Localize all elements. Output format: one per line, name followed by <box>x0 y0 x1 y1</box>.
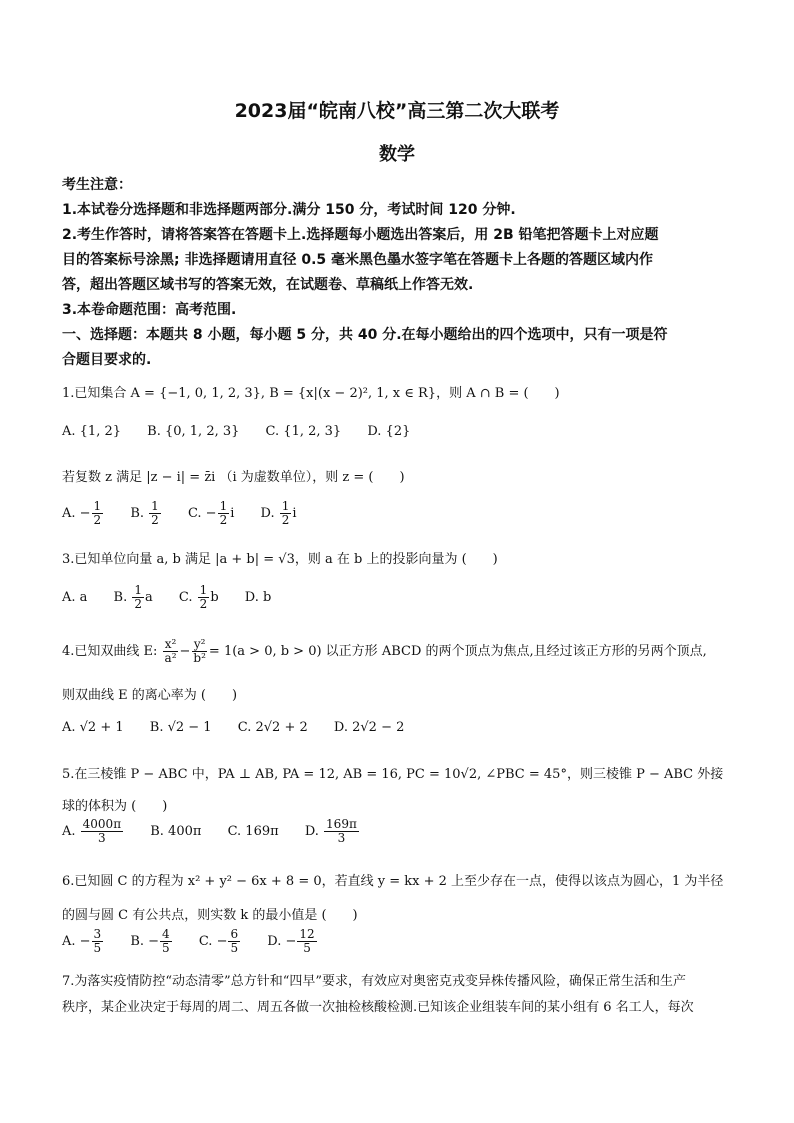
denominator: 2 <box>151 513 159 527</box>
denominator: 2 <box>134 597 143 611</box>
question-4-options <box>62 720 426 735</box>
note-2-line-2: 目的答案标号涂黑; 非选择题请用直径 0.5 毫米黑色墨水签字笔在答题卡上各题的答题区域内作 <box>62 252 654 268</box>
question-7-stem-line-1: 7.为落实疫情防控“动态清零”总方针和“四早”要求，有效应对奥密克戎变异株传播风险，确保正常生活和生产 <box>62 974 686 989</box>
question-6-option-c <box>199 928 241 955</box>
question-4-option-a: A. √2 + 1 <box>62 720 124 735</box>
denominator: 2 <box>219 513 228 527</box>
numerator: 1 <box>93 499 102 513</box>
question-4-stem-line-2: 则双曲线 E 的离心率为 ( ) <box>62 688 238 703</box>
denominator: 5 <box>162 941 170 955</box>
fraction <box>324 818 359 845</box>
question-2-option-c <box>188 500 234 527</box>
fraction <box>280 500 292 527</box>
question-5-option-b: B. 400π <box>150 824 202 839</box>
question-3-option-d: D. b <box>244 590 272 605</box>
question-1-options <box>62 424 432 439</box>
question-4-stem-line-1 <box>62 638 738 665</box>
question-5-option-a <box>62 818 124 845</box>
denominator: 2 <box>281 513 290 527</box>
fraction <box>92 928 104 955</box>
fraction <box>132 584 144 611</box>
denominator: 2 <box>199 597 208 611</box>
section-1-instructions-line-1: 一、选择题：本题共 8 小题，每小题 5 分，共 40 分.在每小题给出的四个选项中，只有一项是符 <box>62 327 668 343</box>
question-6-options <box>62 928 340 955</box>
exam-title: 2023届“皖南八校”高三第二次大联考 <box>234 100 560 122</box>
question-4-option-d: D. 2√2 − 2 <box>333 720 405 735</box>
denominator: b² <box>193 651 206 665</box>
numerator: 1 <box>281 499 290 513</box>
note-3: 3.本卷命题范围：高考范围. <box>62 302 237 318</box>
fraction <box>160 928 172 955</box>
question-5-stem-line-2: 球的体积为 ( ) <box>62 799 168 814</box>
question-5-option-c: C. 169π <box>227 824 279 839</box>
numerator: 6 <box>230 927 239 941</box>
question-6-option-d <box>267 928 317 955</box>
option-suffix: i <box>292 506 297 521</box>
fraction <box>81 818 123 845</box>
note-2-line-1: 2.考生作答时，请将答案答在答题卡上.选择题每小题选出答案后，用 2B 铅笔把答题卡上对应题 <box>62 227 659 243</box>
question-2-option-a <box>62 500 104 527</box>
question-3-option-a: A. a <box>62 590 88 605</box>
option-prefix: B. <box>130 506 149 521</box>
numerator: 4 <box>162 927 170 941</box>
numerator: 3 <box>93 927 102 941</box>
option-prefix: D. <box>260 506 279 521</box>
minus-sign: − <box>179 644 191 659</box>
question-7-stem-line-2: 秩序，某企业决定于每周的周二、周五各做一次抽检核酸检测.已知该企业组装车间的某小组有 6 名工人，每次 <box>62 1000 694 1015</box>
question-4-option-b: B. √2 − 1 <box>149 720 212 735</box>
stem-prefix: 4.已知双曲线 E: <box>62 644 162 659</box>
option-prefix: D. − <box>267 934 297 949</box>
question-1-option-b: B. {0, 1, 2, 3} <box>147 424 240 439</box>
question-6-option-a <box>62 928 104 955</box>
question-5-options <box>62 818 382 845</box>
numerator: 1 <box>151 499 159 513</box>
option-suffix: i <box>230 506 235 521</box>
numerator: 4000π <box>82 817 122 831</box>
question-1-option-c: C. {1, 2, 3} <box>265 424 342 439</box>
numerator: 1 <box>199 583 208 597</box>
denominator: 2 <box>93 513 102 527</box>
stem-suffix: = 1(a > 0, b > 0) 以正方形 ABCD 的两个顶点为焦点,且经过该正方形的另两个顶点, <box>208 644 707 659</box>
denominator: 5 <box>303 941 311 955</box>
question-1-stem: 1.已知集合 A = {−1, 0, 1, 2, 3}, B = {x|(x − 2)², 1, x ∈ R}，则 A ∩ B = ( ) <box>62 386 560 401</box>
section-1-instructions-line-2: 合题目要求的. <box>62 352 152 368</box>
question-2-options <box>62 500 319 527</box>
fraction <box>297 928 316 955</box>
fraction <box>218 500 230 527</box>
option-prefix: B. <box>113 590 132 605</box>
numerator: x² <box>164 637 177 651</box>
fraction <box>163 638 179 665</box>
question-4-option-c: C. 2√2 + 2 <box>237 720 308 735</box>
question-3-option-c <box>179 584 219 611</box>
denominator: 5 <box>230 941 239 955</box>
option-suffix: a <box>145 590 153 605</box>
question-6-option-b <box>130 928 172 955</box>
denominator: 3 <box>98 831 106 845</box>
option-suffix: b <box>210 590 219 605</box>
option-prefix: D. <box>304 824 324 839</box>
question-5-option-d <box>305 818 360 845</box>
fraction <box>191 638 208 665</box>
question-5-stem-line-1: 5.在三棱锥 P − ABC 中，PA ⊥ AB, PA = 12, AB = 16, PC = 10√2, ∠PBC = 45°，则三棱锥 P − ABC 外接 <box>62 767 724 782</box>
question-2-option-b <box>130 500 161 527</box>
numerator: 1 <box>134 583 143 597</box>
denominator: 3 <box>337 831 346 845</box>
question-6-stem-line-1: 6.已知圆 C 的方程为 x² + y² − 6x + 8 = 0，若直线 y = kx + 2 上至少存在一点，使得以该点为圆心，1 为半径 <box>62 874 724 889</box>
numerator: 12 <box>299 927 315 941</box>
denominator: a² <box>164 651 177 665</box>
question-1-option-a: A. {1, 2} <box>62 424 122 439</box>
option-prefix: C. − <box>198 934 228 949</box>
fraction <box>149 500 161 527</box>
option-prefix: C. <box>178 590 197 605</box>
note-1: 1.本试卷分选择题和非选择题两部分.满分 150 分，考试时间 120 分钟. <box>62 202 516 218</box>
option-prefix: B. − <box>130 934 160 949</box>
question-3-stem: 3.已知单位向量 a, b 满足 |a + b| = √3，则 a 在 b 上的投影向量为 ( ) <box>62 552 498 567</box>
fraction <box>198 584 210 611</box>
option-prefix: A. − <box>62 506 91 521</box>
question-3-options <box>62 584 293 611</box>
question-3-option-b <box>114 584 153 611</box>
option-prefix: A. − <box>62 934 91 949</box>
fraction <box>228 928 240 955</box>
question-2-option-d <box>261 500 297 527</box>
question-6-stem-line-2: 的圆与圆 C 有公共点，则实数 k 的最小值是 ( ) <box>62 908 358 923</box>
notes-heading: 考生注意： <box>62 177 132 193</box>
question-1-option-d: D. {2} <box>367 424 411 439</box>
option-prefix: A. <box>62 824 80 839</box>
numerator: y² <box>193 637 206 651</box>
note-2-line-3: 答，超出答题区域书写的答案无效，在试题卷、草稿纸上作答无效. <box>62 277 474 293</box>
fraction <box>92 500 104 527</box>
subject-title: 数学 <box>379 144 415 165</box>
denominator: 5 <box>93 941 102 955</box>
numerator: 169π <box>326 817 357 831</box>
question-2-stem: 若复数 z 满足 |z − i| = z̄i （i 为虚数单位），则 z = ( ) <box>62 470 405 485</box>
option-prefix: C. − <box>187 506 217 521</box>
numerator: 1 <box>219 499 228 513</box>
